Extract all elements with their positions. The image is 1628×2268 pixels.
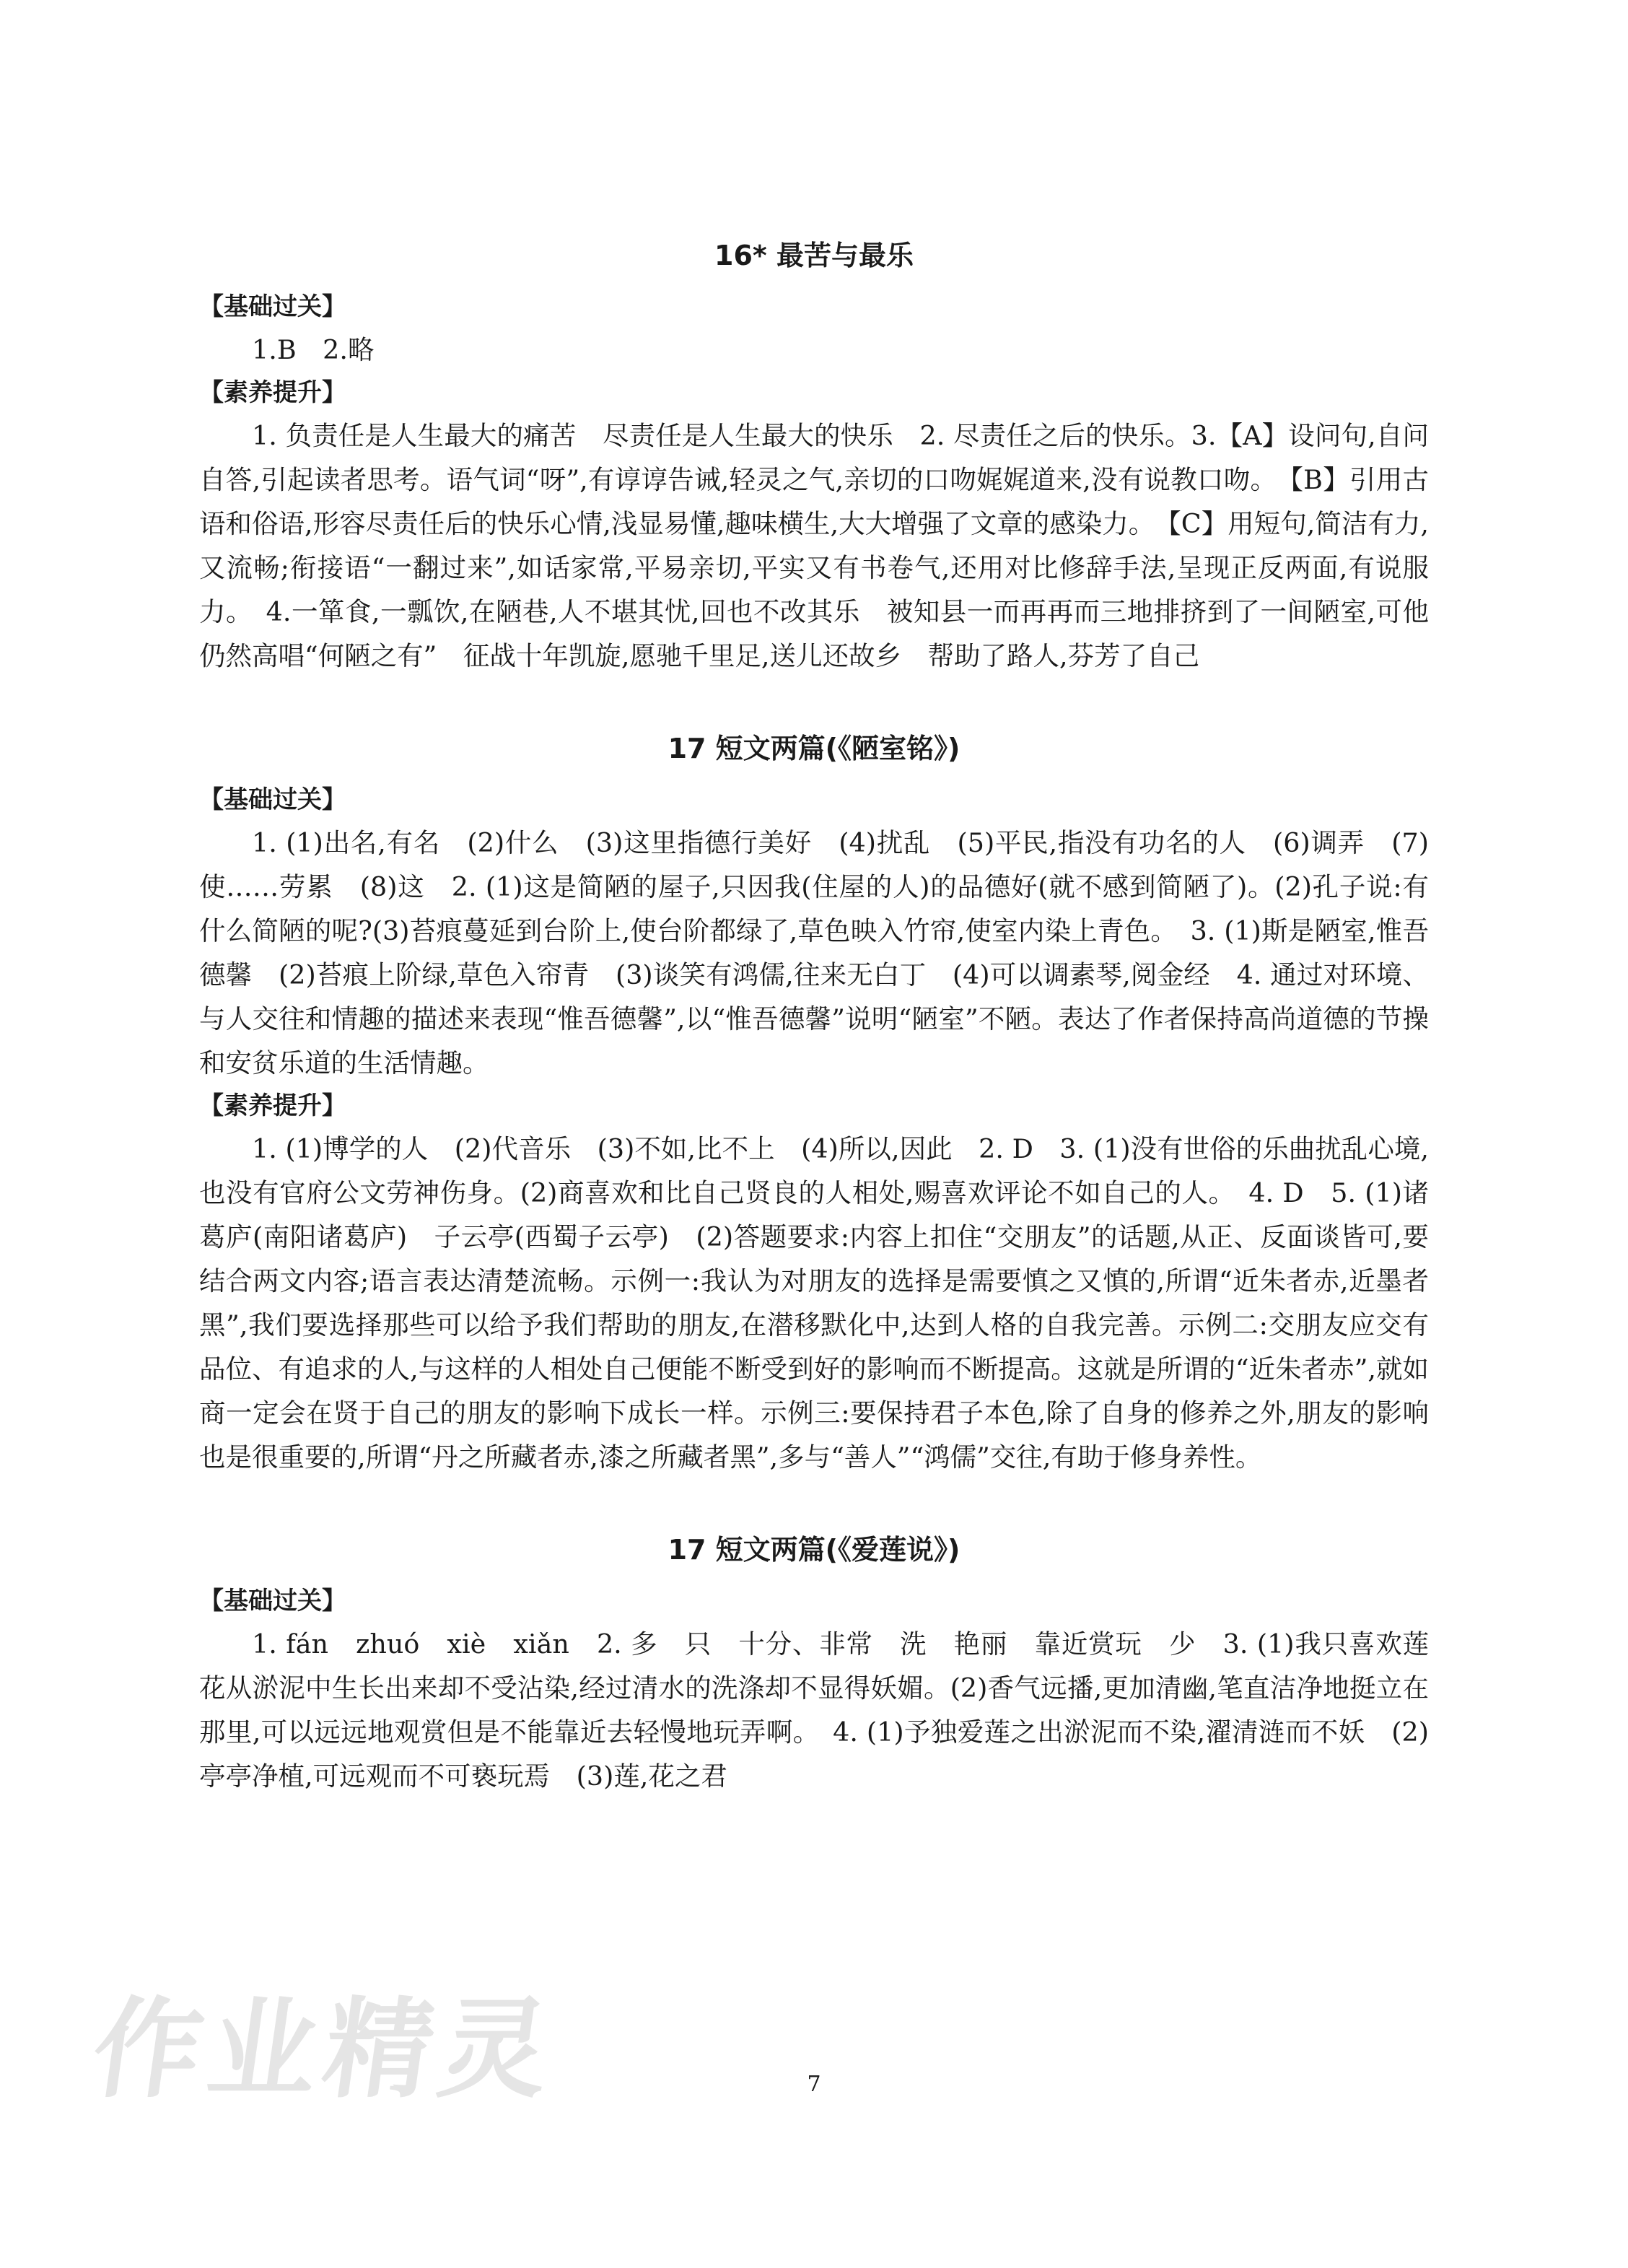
watermark-logo: 作业精灵 <box>84 1987 565 2113</box>
section-title: 17 短文两篇(《爱莲说》) <box>668 1534 960 1566</box>
section-title: 16* 最苦与最乐 <box>714 240 914 271</box>
answer-paragraph: 1.B 2.略 <box>252 334 375 365</box>
subhead-jichu-guoguan: 【基础过关】 <box>199 785 346 814</box>
page-content <box>199 224 1429 1798</box>
section-title: 17 短文两篇(《陋室铭》) <box>668 733 960 764</box>
section-zuiku-yu-zuile <box>199 235 1429 678</box>
subhead-suyang-tisheng: 【素养提升】 <box>199 1091 346 1120</box>
subhead-suyang-tisheng: 【素养提升】 <box>199 378 346 407</box>
subhead-jichu-guoguan: 【基础过关】 <box>199 1587 346 1615</box>
answer-paragraph: 1. fán zhuó xiè xiǎn 2. 多 只 十分、非常 洗 艳丽 靠近赏玩 少 3. (1)我只喜欢莲花从淤泥中生长出来却不受沾染,经过清水的洗涤却不显得妖媚。(2)香气远播,更加清幽,笔直洁净地挺立在那里,可以远远地观赏但是不能靠近去轻慢地玩弄啊。 4. (1)予独爱莲之出淤泥而不染,濯清涟而不妖 (2)亭亭净植,可远观而不可亵玩焉 (3)莲,花之君 <box>199 1628 1429 1792</box>
section-ailianshuo <box>199 1530 1429 1798</box>
subhead-jichu-guoguan: 【基础过关】 <box>199 292 346 321</box>
answer-paragraph: 1. 负责任是人生最大的痛苦 尽责任是人生最大的快乐 2. 尽责任之后的快乐。3.【A】设问句,自问自答,引起读者思考。语气词“呀”,有谆谆告诫,轻灵之气,亲切的口吻娓娓道来,没有说教口吻。 【B】引用古语和俗语,形容尽责任后的快乐心情,浅显易懂,趣味横生,大大增强了文章的感染力。 【C】用短句,简洁有力,又流畅;衔接语“一翻过来”,如话家常,平易亲切,平实又有书卷气,还用对比修辞手法,呈现正反两面,有说服力。 4.一箪食,一瓢饮,在陋巷,人不堪其忧,回也不改其乐 被知县一而再再而三地排挤到了一间陋室,可他仍然高唱“何陋之有” 征战十年凯旋,愿驰千里足,送儿还故乡 帮助了路人,芬芳了自己 <box>199 420 1429 671</box>
section-loushiming <box>199 728 1429 1479</box>
page-number: 7 <box>807 2072 821 2097</box>
answer-paragraph: 1. (1)博学的人 (2)代音乐 (3)不如,比不上 (4)所以,因此 2. D 3. (1)没有世俗的乐曲扰乱心境,也没有官府公文劳神伤身。(2)商喜欢和比自己贤良的人相处,赐喜欢评论不如自己的人。 4. D 5. (1)诸葛庐(南阳诸葛庐) 子云亭(西蜀子云亭) (2)答题要求:内容上扣住“交朋友”的话题,从正、反面谈皆可,要结合两文内容;语言表达清楚流畅。示例一:我认为对朋友的选择是需要慎之又慎的,所谓“近朱者赤,近墨者黑”,我们要选择那些可以给予我们帮助的朋友,在潜移默化中,达到人格的自我完善。示例二:交朋友应交有品位、有追求的人,与这样的人相处自己便能不断受到好的影响而不断提高。这就是所谓的“近朱者赤”,就如商一定会在贤于自己的朋友的影响下成长一样。示例三:要保持君子本色,除了自身的修养之外,朋友的影响也是很重要的,所谓“丹之所藏者赤,漆之所藏者黑”,多与“善人”“鸿儒”交往,有助于修身养性。 <box>199 1133 1429 1473</box>
answer-paragraph: 1. (1)出名,有名 (2)什么 (3)这里指德行美好 (4)扰乱 (5)平民,指没有功名的人 (6)调弄 (7)使……劳累 (8)这 2. (1)这是简陋的屋子,只因我(住屋的人)的品德好(就不感到简陋了)。(2)孔子说:有什么简陋的呢?(3)苔痕蔓延到台阶上,使台阶都绿了,草色映入竹帘,使室内染上青色。 3. (1)斯是陋室,惟吾德馨 (2)苔痕上阶绿,草色入帘青 (3)谈笑有鸿儒,往来无白丁 (4)可以调素琴,阅金经 4. 通过对环境、与人交往和情趣的描述来表现“惟吾德馨”,以“惟吾德馨”说明“陋室”不陋。表达了作者保持高尚道德的节操和安贫乐道的生活情趣。 <box>199 827 1429 1078</box>
